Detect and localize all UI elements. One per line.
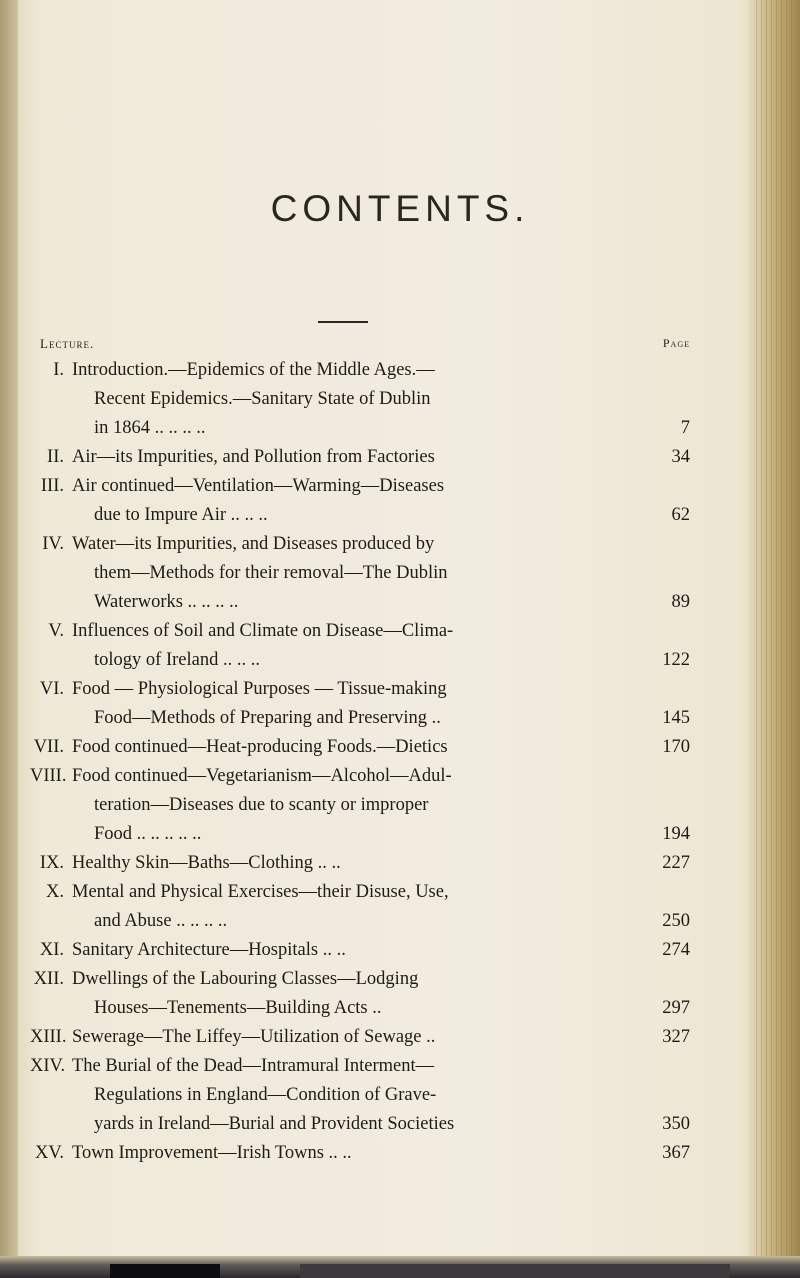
page-number: 367 [662, 1143, 690, 1163]
title-rule [318, 321, 368, 323]
title-line: teration—Diseases due to scanty or improper [94, 795, 429, 815]
title-line: Sanitary Architecture—Hospitals .. .. [72, 940, 346, 960]
lecture-number: XV. [35, 1143, 64, 1163]
title-line: Town Improvement—Irish Towns .. .. [72, 1143, 352, 1163]
title-line: Food — Physiological Purposes — Tissue-making [72, 679, 447, 699]
contents-entry[interactable] [0, 1139, 800, 1168]
page-number: 122 [662, 650, 690, 670]
lecture-number: IV. [42, 534, 64, 554]
page-column-header: Page [662, 336, 690, 350]
contents-entry[interactable] [0, 1023, 800, 1052]
contents-entry[interactable] [0, 849, 800, 878]
contents-entry[interactable] [0, 472, 800, 530]
contents-title: CONTENTS. [270, 188, 530, 229]
contents-entry[interactable] [0, 617, 800, 675]
title-line: Influences of Soil and Climate on Disease—Clima- [72, 621, 454, 641]
title-line: Air continued—Ventilation—Warming—Diseases [72, 476, 445, 496]
lecture-number: VII. [33, 737, 64, 757]
page-number: 327 [662, 1027, 690, 1047]
lecture-title [72, 443, 637, 472]
page-number: 194 [662, 824, 690, 844]
scan-shadow [300, 1264, 730, 1278]
lecture-title [72, 1052, 637, 1139]
title-line: yards in Ireland—Burial and Provident Societies [94, 1114, 455, 1134]
title-line: Healthy Skin—Baths—Clothing .. .. [72, 853, 341, 873]
contents-entry[interactable] [0, 356, 800, 443]
page-number: 7 [680, 418, 690, 438]
title-line: in 1864 .. .. .. .. [94, 418, 206, 438]
page-number: 34 [671, 447, 690, 467]
title-line: Regulations in England—Condition of Grave- [94, 1085, 437, 1105]
contents-entry[interactable] [0, 443, 800, 472]
lecture-number: I. [53, 360, 64, 380]
lecture-number: IX. [39, 853, 64, 873]
page-number: 89 [671, 592, 690, 612]
lecture-title [72, 675, 637, 733]
title-line: them—Methods for their removal—The Dublin [94, 563, 448, 583]
lecture-title [72, 733, 637, 762]
title-line: Food .. .. .. .. .. [94, 824, 202, 844]
lecture-number: II. [47, 447, 64, 467]
lecture-title [72, 617, 637, 675]
page-number: 297 [662, 998, 690, 1018]
lecture-number: XIV. [30, 1056, 66, 1076]
contents-entry[interactable] [0, 530, 800, 617]
title-line: Food continued—Vegetarianism—Alcohol—Adul- [72, 766, 452, 786]
scan-shadow [110, 1264, 220, 1278]
title-line: Air—its Impurities, and Pollution from Factories [72, 447, 435, 467]
page-number: 170 [662, 737, 690, 757]
lecture-number: XIII. [30, 1027, 67, 1047]
title-line: and Abuse .. .. .. .. [94, 911, 228, 931]
title-line: Mental and Physical Exercises—their Disuse, Use, [72, 882, 449, 902]
page-number: 227 [662, 853, 690, 873]
lecture-title [72, 936, 637, 965]
lecture-title [72, 878, 637, 936]
page-number: 250 [662, 911, 690, 931]
lecture-number: III. [40, 476, 64, 496]
page-number: 274 [662, 940, 690, 960]
lecture-column-header: Lecture. [40, 336, 95, 351]
title-line: Dwellings of the Labouring Classes—Lodging [72, 969, 419, 989]
title-line: Introduction.—Epidemics of the Middle Ages.— [72, 360, 435, 380]
contents-entry[interactable] [0, 878, 800, 936]
contents-entry[interactable] [0, 936, 800, 965]
lecture-number: VI. [39, 679, 64, 699]
lecture-title [72, 356, 637, 443]
title-line: tology of Ireland .. .. .. [94, 650, 260, 670]
title-line: The Burial of the Dead—Intramural Interment— [72, 1056, 435, 1076]
page-number: 145 [662, 708, 690, 728]
page-number: 350 [662, 1114, 690, 1134]
contents-entry[interactable] [0, 1052, 800, 1139]
contents-entry[interactable] [0, 733, 800, 762]
lecture-number: VIII. [30, 766, 67, 786]
lecture-number: V. [48, 621, 64, 641]
lecture-title [72, 1139, 637, 1168]
contents-entry[interactable] [0, 675, 800, 733]
page-number: 62 [671, 505, 690, 525]
title-line: Sewerage—The Liffey—Utilization of Sewage .. [72, 1027, 436, 1047]
title-line: Houses—Tenements—Building Acts .. [94, 998, 382, 1018]
lecture-number: X. [46, 882, 64, 902]
contents-entry[interactable] [0, 965, 800, 1023]
lecture-title [72, 965, 637, 1023]
title-line: due to Impure Air .. .. .. [94, 505, 268, 525]
lecture-title [72, 530, 637, 617]
contents-entry[interactable] [0, 762, 800, 849]
lecture-title [72, 849, 637, 878]
title-line: Recent Epidemics.—Sanitary State of Dublin [94, 389, 431, 409]
title-line: Food—Methods of Preparing and Preserving .. [94, 708, 441, 728]
title-line: Waterworks .. .. .. .. [94, 592, 239, 612]
lecture-number: XII. [33, 969, 64, 989]
title-line: Water—its Impurities, and Diseases produced by [72, 534, 435, 554]
title-line: Food continued—Heat-producing Foods.—Dietics [72, 737, 448, 757]
lecture-title [72, 472, 637, 530]
lecture-title [72, 1023, 637, 1052]
lecture-title [72, 762, 637, 849]
lecture-number: XI. [39, 940, 64, 960]
scan-bottom-edge [0, 1256, 800, 1278]
contents-list [0, 356, 800, 1168]
